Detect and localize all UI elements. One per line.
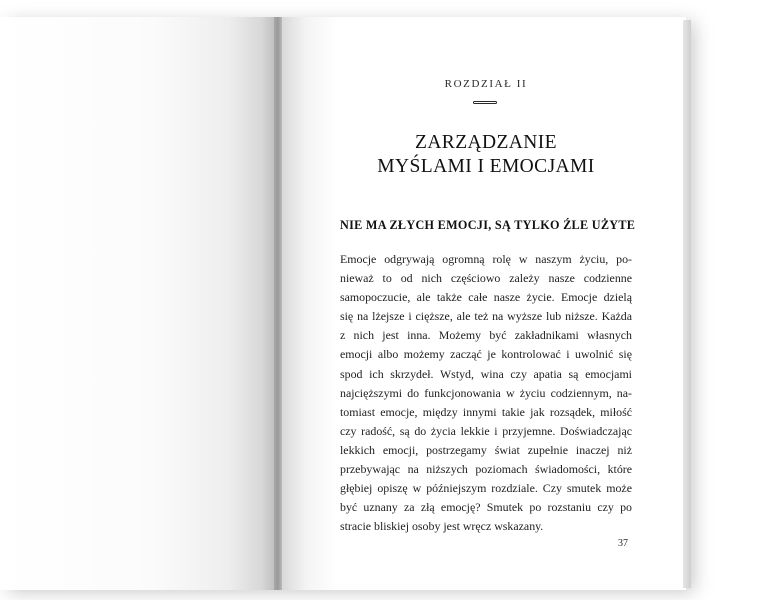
- page-number: 37: [618, 538, 628, 549]
- body-line: emocji albo możemy zacząć je kontrolować i uwolnić się: [340, 347, 632, 362]
- body-line: nieważ to od nich częściowo zależy nasze codzienne: [340, 271, 632, 286]
- section-heading: NIE MA ZŁYCH EMOCJI, SĄ TYLKO ŹLE UŻYTE: [340, 218, 636, 232]
- body-line: głębiej opiszę w późniejszym rozdziale. Czy smutek może: [340, 481, 632, 496]
- body-line: przebywając na niższych poziomach świadomości, które: [340, 462, 632, 477]
- chapter-ornament-rule: [473, 101, 497, 104]
- chapter-label: ROZDZIAŁ II: [444, 78, 528, 90]
- body-line: tomiast emocje, między innymi takie jak rozsądek, miłość: [340, 404, 632, 419]
- body-line: spod ich skrzydeł. Wstyd, wina czy apatia są emocjami: [340, 366, 632, 381]
- body-line: z nich jest inna. Możemy być zakładnikami własnych: [340, 328, 632, 343]
- left-page: [0, 17, 278, 590]
- chapter-title-line: ZARZĄDZANIE: [415, 132, 557, 153]
- body-line: stracie bliskiej osoby jest wręcz wskazany.: [340, 519, 544, 534]
- body-line: się na lżejsze i cięższe, ale też na wyższe lub niższe. Każda: [340, 309, 632, 324]
- body-paragraph: [340, 250, 632, 536]
- chapter-title-line: MYŚLAMI I EMOCJAMI: [377, 156, 595, 177]
- body-line: samopoczucie, ale także całe nasze życie. Emocje dzielą: [340, 290, 632, 305]
- body-line: być uznany za złą emocję? Smutek po rozstaniu czy po: [340, 500, 632, 515]
- body-line: Emocje odgrywają ogromną rolę w naszym życiu, po-: [340, 252, 632, 266]
- chapter-title: [340, 131, 632, 179]
- body-line: czy radość, są do życia lekkie i przyjemne. Doświadczając: [340, 423, 632, 438]
- page-edge: [683, 20, 691, 588]
- body-line: lekkich emocji, postrzegamy świat zupełnie inaczej niż: [340, 442, 632, 457]
- body-line: najcięższymi do funkcjonowania w życiu codziennym, na-: [340, 385, 632, 400]
